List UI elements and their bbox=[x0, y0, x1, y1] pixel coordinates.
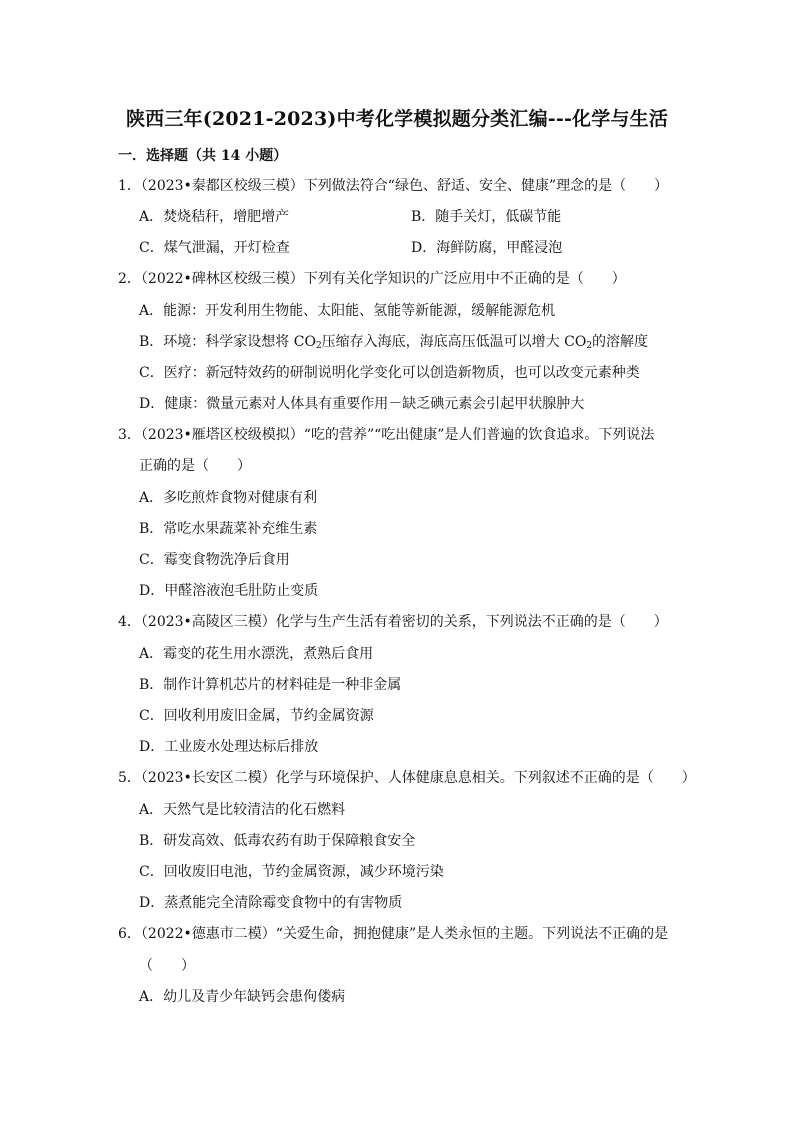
subscript: 2 bbox=[586, 341, 593, 351]
question-5-stem bbox=[118, 769, 696, 787]
section-heading: 一．选择题（共 14 小题） bbox=[118, 148, 288, 164]
question-3-stem-continued: 正确的是（ ） bbox=[139, 458, 251, 474]
question-5-option-d: D．蒸煮能完全清除霉变食物中的有害物质 bbox=[139, 895, 403, 911]
question-text: （2022•德惠市二模）“关爱生命，拥抱健康”是人类永恒的主题。下列说法不正确的是 bbox=[140, 926, 669, 942]
question-number: 3． bbox=[118, 427, 141, 443]
question-5-option-a: A．天然气是比较清洁的化石燃料 bbox=[139, 802, 346, 818]
question-number: 5． bbox=[118, 770, 141, 786]
question-2-option-b bbox=[139, 333, 648, 355]
question-4-option-d: D．工业废水处理达标后排放 bbox=[139, 739, 319, 755]
question-text: （2023•长安区二模）化学与环境保护、人体健康息息相关。下列叙述不正确的是（ ） bbox=[140, 770, 696, 786]
question-6-stem bbox=[118, 925, 668, 943]
question-5-option-b: B．研发高效、低毒农药有助于保障粮食安全 bbox=[139, 833, 416, 849]
question-1-option-d: D．海鲜防腐，甲醛浸泡 bbox=[411, 240, 563, 256]
question-text: （2023•秦都区校级三模）下列做法符合“绿色、舒适、安全、健康”理念的是（ ） bbox=[140, 178, 669, 194]
question-3-option-b: B．常吃水果蔬菜补充维生素 bbox=[139, 521, 318, 537]
question-3-option-d: D．甲醛溶液泡毛肚防止变质 bbox=[139, 583, 319, 599]
question-6-option-a: A．幼儿及青少年缺钙会患佝偻病 bbox=[139, 989, 346, 1005]
question-text: （2023•雁塔区校级模拟）“吃的营养”“吃出健康”是人们普遍的饮食追求。下列说法 bbox=[140, 427, 655, 443]
question-text: （2022•碑林区校级三模）下列有关化学知识的广泛应用中不正确的是（ ） bbox=[140, 271, 626, 287]
question-2-option-c: C．医疗：新冠特效药的研制说明化学变化可以创造新物质，也可以改变元素种类 bbox=[139, 365, 640, 381]
option-text: 压缩存入海底，海底高压低温可以增大 CO bbox=[321, 334, 587, 350]
question-number: 1． bbox=[118, 178, 141, 194]
question-6-stem-continued: （ ） bbox=[139, 958, 195, 974]
question-number: 2． bbox=[118, 271, 141, 287]
question-2-stem bbox=[118, 270, 626, 288]
question-text: （2023•高陵区三模）化学与生产生活有着密切的关系，下列说法不正确的是（ ） bbox=[140, 614, 668, 630]
subscript: 2 bbox=[315, 341, 322, 351]
option-text: 的溶解度 bbox=[592, 334, 649, 350]
question-4-option-b: B．制作计算机芯片的材料硅是一种非金属 bbox=[139, 677, 402, 693]
question-4-stem bbox=[118, 613, 668, 631]
question-3-option-c: C．霉变食物洗净后食用 bbox=[139, 552, 290, 568]
question-2-option-a: A．能源：开发利用生物能、太阳能、氢能等新能源，缓解能源危机 bbox=[139, 303, 556, 319]
page-title: 陕西三年(2021-2023)中考化学模拟题分类汇编---化学与生活 bbox=[125, 108, 669, 130]
question-1-option-a: A．焚烧秸秆，增肥增产 bbox=[139, 209, 290, 225]
question-number: 4． bbox=[118, 614, 141, 630]
question-1-option-c: C．煤气泄漏，开灯检查 bbox=[139, 240, 290, 256]
option-text: B．环境：科学家设想将 CO bbox=[139, 334, 316, 350]
question-4-option-a: A．霉变的花生用水漂洗，煮熟后食用 bbox=[139, 646, 374, 662]
question-3-option-a: A．多吃煎炸食物对健康有利 bbox=[139, 490, 318, 506]
question-4-option-c: C．回收利用废旧金属，节约金属资源 bbox=[139, 708, 374, 724]
question-number: 6． bbox=[118, 926, 141, 942]
question-5-option-c: C．回收废旧电池，节约金属资源，减少环境污染 bbox=[139, 864, 444, 880]
question-1-stem bbox=[118, 177, 668, 195]
question-1-option-b: B．随手关灯，低碳节能 bbox=[411, 209, 562, 225]
question-3-stem bbox=[118, 426, 654, 444]
question-2-option-d: D．健康：微量元素对人体具有重要作用－缺乏碘元素会引起甲状腺肿大 bbox=[139, 396, 585, 412]
